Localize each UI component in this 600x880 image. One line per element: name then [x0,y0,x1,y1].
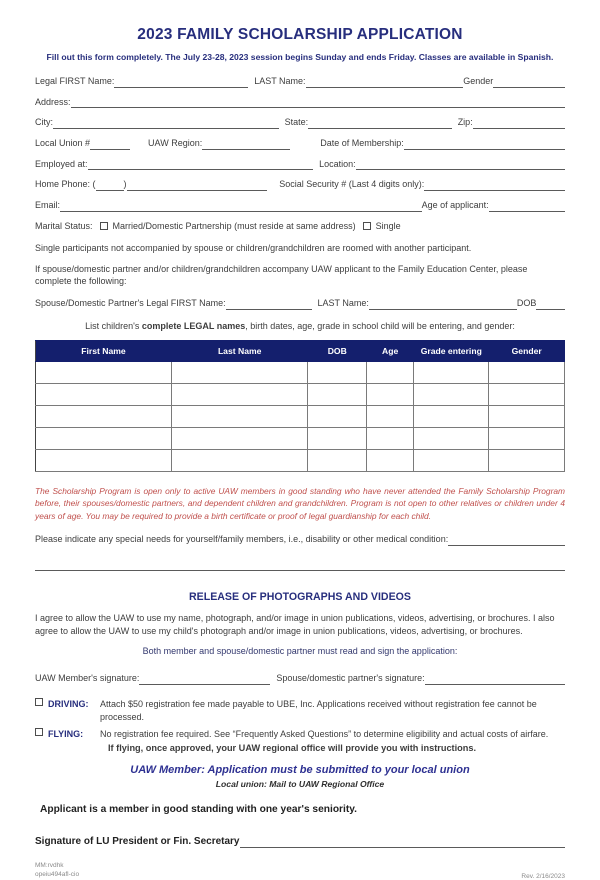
child-last-name-cell[interactable] [171,449,307,471]
gender-label: Gender [463,76,494,86]
col-header-age: Age [367,340,414,361]
child-grade-cell[interactable] [414,449,489,471]
employed-at-line[interactable] [88,159,314,170]
special-needs-row [35,534,565,546]
driving-label: DRIVING: [48,698,89,709]
form-subtitle: Fill out this form completely. The July 23-28, 2023 session begins Sunday and ends Friday. Classes are available in Spanish. [46,52,554,62]
child-dob-cell[interactable] [308,383,367,405]
child-gender-cell[interactable] [489,361,565,383]
child-age-cell[interactable] [367,427,414,449]
phone-ssn-row [35,179,565,191]
col-header-last-name: Last Name [171,340,307,361]
eligibility-disclaimer: The Scholarship Program is open only to active UAW members in good standing who have never attended the Family Scholarship Program before, their spouses/domestic partners, and dependent children and grandchildren. Program is not open to other relatives or children under 4 years of age. You may be required to provide a birth certificate or proof of legal guardianship for each child. [35,485,565,521]
married-option-label: Married/Domestic Partnership (must reside at same address) [112,220,356,231]
age-label: Age of applicant: [421,200,489,211]
spouse-last-name-line[interactable] [369,299,517,310]
location-line[interactable] [356,159,565,170]
release-section-heading: RELEASE OF PHOTOGRAPHS AND VIDEOS [189,591,411,604]
col-header-dob: DOB [308,340,367,361]
zip-label: Zip: [457,117,473,128]
driving-checkbox[interactable] [35,698,43,706]
marital-status-row [35,221,565,233]
lu-signature-label: Signature of LU President or Fin. Secretary [35,835,240,847]
driving-option-row [35,698,565,723]
children-table-header-row [36,340,565,361]
last-name-label: LAST Name: [254,76,306,86]
lu-signature-row [35,835,565,848]
spouse-first-name-line[interactable] [226,299,312,310]
child-first-name-cell[interactable] [36,449,172,471]
ssn-line[interactable] [424,180,565,191]
children-intro [35,321,565,331]
special-needs-label: Please indicate any special needs for yourself/family members, i.e., disability or other medical condition: [35,534,449,545]
child-gender-cell[interactable] [489,427,565,449]
child-grade-cell[interactable] [414,361,489,383]
marital-status-label: Marital Status: [35,220,93,231]
col-header-first-name: First Name [36,340,172,361]
child-dob-cell[interactable] [308,427,367,449]
spouse-signature-label: Spouse/domestic partner's signature: [276,673,425,684]
lu-signature-line[interactable] [240,835,566,848]
flying-label: FLYING: [48,729,84,740]
child-last-name-cell[interactable] [171,427,307,449]
special-needs-line-2[interactable] [35,559,565,571]
col-header-grade: Grade entering [414,340,489,361]
both-sign-note: Both member and spouse/domestic partner must read and sign the application: [142,646,458,657]
legal-first-name-label: Legal FIRST Name: [35,76,115,86]
union-row [35,138,565,150]
footer-union-label: opeiu494afl-cio [35,871,80,879]
child-grade-cell[interactable] [414,427,489,449]
child-gender-cell[interactable] [489,405,565,427]
col-header-gender: Gender [489,340,565,361]
city-label: City: [35,117,53,128]
spouse-last-name-label: LAST Name: [317,297,369,308]
footer-initials: MM:rvdhk [35,861,64,869]
membership-date-label: Date of Membership: [320,138,404,149]
area-code-line[interactable] [96,180,124,191]
child-last-name-cell[interactable] [171,361,307,383]
uaw-region-label: UAW Region: [148,138,203,149]
children-intro-prefix: List children's [85,320,142,331]
spouse-first-name-label: Spouse/Domestic Partner's Legal FIRST Name: [35,297,226,308]
children-table-row [36,383,565,405]
address-row [35,97,565,109]
child-first-name-cell[interactable] [36,427,172,449]
child-age-cell[interactable] [367,449,414,471]
children-table [35,340,565,472]
address-label: Address: [35,96,71,107]
local-union-label: Local Union # [35,138,91,149]
legal-first-name-line[interactable] [114,77,248,88]
employment-row [35,159,565,171]
location-label: Location: [319,158,356,169]
child-dob-cell[interactable] [308,449,367,471]
home-phone-line[interactable] [127,180,268,191]
submit-to-local-union-note: UAW Member: Application must be submitted to your local union [130,763,470,776]
local-union-line[interactable] [90,139,130,150]
member-signature-line[interactable] [139,674,270,685]
footer-codes [35,861,79,880]
child-first-name-cell[interactable] [36,361,172,383]
uaw-region-line[interactable] [202,139,290,150]
children-table-row [36,449,565,471]
flying-checkbox[interactable] [35,728,43,736]
child-grade-cell[interactable] [414,405,489,427]
home-phone-label: Home Phone: ( [35,179,96,190]
membership-date-line[interactable] [404,139,565,150]
married-checkbox[interactable] [100,222,108,230]
child-grade-cell[interactable] [414,383,489,405]
spouse-dob-label: DOB [516,297,537,308]
child-gender-cell[interactable] [489,383,565,405]
child-dob-cell[interactable] [308,361,367,383]
city-state-zip-row [35,117,565,129]
email-age-row [35,200,565,212]
last-name-line[interactable] [306,77,464,88]
age-line[interactable] [489,201,565,212]
city-line[interactable] [53,118,279,129]
good-standing-statement: Applicant is a member in good standing with one year's seniority. [40,803,357,815]
name-row [35,76,565,88]
release-body-text: I agree to allow the UAW to use my name, photograph, and/or image in union publications, videos, advertising, or brochures. I also agree to allow the UAW to use my child's photograph and/or image in union publications, videos, advertising, or brochures. [35,613,555,637]
member-signature-label: UAW Member's signature: [35,673,140,684]
driving-text: Attach $50 registration fee made payable to UBE, Inc. Applications received without registration fee cannot be processed. [100,698,537,722]
child-last-name-cell[interactable] [171,405,307,427]
children-table-row [36,361,565,383]
home-phone-close-paren: ) [123,179,127,190]
page-footer [35,861,565,880]
mail-to-regional-office-note: Local union: Mail to UAW Regional Office [215,778,385,789]
child-dob-cell[interactable] [308,405,367,427]
flying-option-row [35,728,565,741]
signature-row [35,673,565,685]
child-first-name-cell[interactable] [36,383,172,405]
child-first-name-cell[interactable] [36,405,172,427]
special-needs-line[interactable] [448,535,565,546]
ssn-label: Social Security # (Last 4 digits only): [279,179,425,190]
state-label: State: [284,117,309,128]
children-intro-suffix: , birth dates, age, grade in school child will be entering, and gender: [245,320,515,331]
single-option-label: Single [375,220,401,231]
spouse-row [35,298,565,310]
flying-text: No registration fee required. See “Frequently Asked Questions” to determine eligibility and actual costs of airfare. [100,729,549,740]
child-gender-cell[interactable] [489,449,565,471]
state-line[interactable] [308,118,452,129]
email-line[interactable] [60,201,422,212]
children-table-row [36,405,565,427]
child-age-cell[interactable] [367,405,414,427]
spouse-dob-line[interactable] [536,299,565,310]
children-intro-bold: complete LEGAL names [141,320,246,331]
footer-revision-date: Rev. 2/16/2023 [521,873,565,880]
employed-at-label: Employed at: [35,158,88,169]
child-age-cell[interactable] [367,361,414,383]
address-line[interactable] [71,97,565,108]
page-title: 2023 FAMILY SCHOLARSHIP APPLICATION [137,26,463,43]
flying-instructions-note: If flying, once approved, your UAW regional office will provide you with instructions. [108,742,477,753]
email-label: Email: [35,200,61,211]
child-last-name-cell[interactable] [171,383,307,405]
child-age-cell[interactable] [367,383,414,405]
if-spouse-note: If spouse/domestic partner and/or children/grandchildren accompany UAW applicant to the Family Education Center, please complete the following: [35,263,528,286]
spouse-signature-line[interactable] [425,674,565,685]
single-participants-note: Single participants not accompanied by spouse or children/grandchildren are roomed with another participant. [35,242,472,253]
zip-line[interactable] [473,118,565,129]
children-table-row [36,427,565,449]
single-checkbox[interactable] [363,222,371,230]
gender-line[interactable] [493,77,565,88]
